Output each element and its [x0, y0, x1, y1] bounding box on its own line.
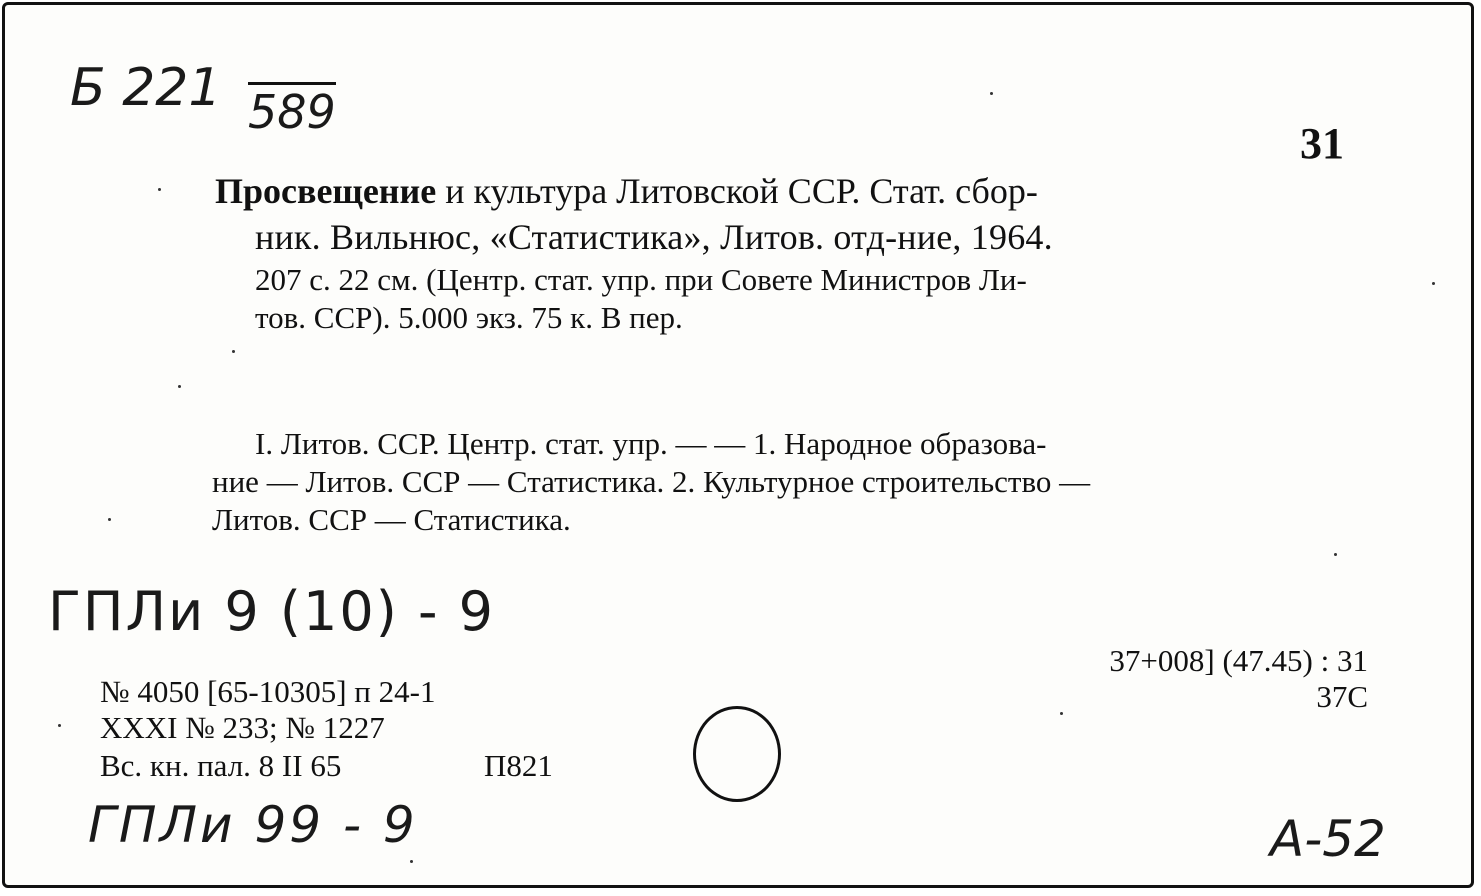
card-number: 31: [1300, 119, 1344, 168]
scan-speck: [1060, 712, 1063, 715]
scan-speck: [232, 350, 235, 353]
registry-line-2: XXXI № 233; № 1227: [100, 710, 385, 745]
subjects-line-3: Литов. ССР — Статистика.: [212, 502, 571, 537]
entry-line-4: тов. ССР). 5.000 экз. 75 к. В пер.: [255, 300, 683, 335]
subjects-line-1: I. Литов. ССР. Центр. стат. упр. — — 1. Народное образова-: [255, 426, 1047, 461]
shelfmark-sub: 589: [248, 82, 336, 139]
scan-speck: [178, 385, 181, 388]
registry-code: П821: [484, 748, 553, 783]
registry-line-1: № 4050 [65-10305] п 24-1: [100, 674, 436, 709]
scan-speck: [1334, 553, 1337, 556]
classification-line-2: 37С: [1316, 679, 1368, 714]
entry-line-1: [215, 168, 1038, 214]
stamp-line-2: ГПЛи 99 - 9: [88, 796, 418, 854]
shelfmark-main: Б 221: [70, 58, 222, 118]
punch-hole: [693, 706, 781, 802]
subjects-line-2: ние — Литов. ССР — Статистика. 2. Культурное строительство —: [212, 464, 1091, 499]
entry-title-rest: и культура Литовской ССР. Стат. сбор-: [436, 171, 1038, 211]
scan-speck: [990, 92, 993, 95]
scan-speck: [1432, 282, 1435, 285]
entry-line-3: 207 с. 22 см. (Центр. стат. упр. при Совете Министров Ли-: [255, 262, 1027, 297]
scan-speck: [158, 188, 161, 191]
classification-line-1: 37+008] (47.45) : 31: [1109, 643, 1368, 678]
scan-speck: [410, 860, 413, 863]
entry-line-2: ник. Вильнюс, «Статистика», Литов. отд-ние, 1964.: [255, 217, 1053, 257]
inventory-code: A-52: [1270, 810, 1386, 868]
registry-line-3: Вс. кн. пал. 8 II 65: [100, 748, 342, 783]
entry-title: Просвещение: [215, 171, 437, 211]
stamp-line-1: ГПЛи 9 (10) - 9: [48, 580, 495, 643]
scan-speck: [108, 518, 111, 521]
scan-speck: [58, 724, 61, 727]
